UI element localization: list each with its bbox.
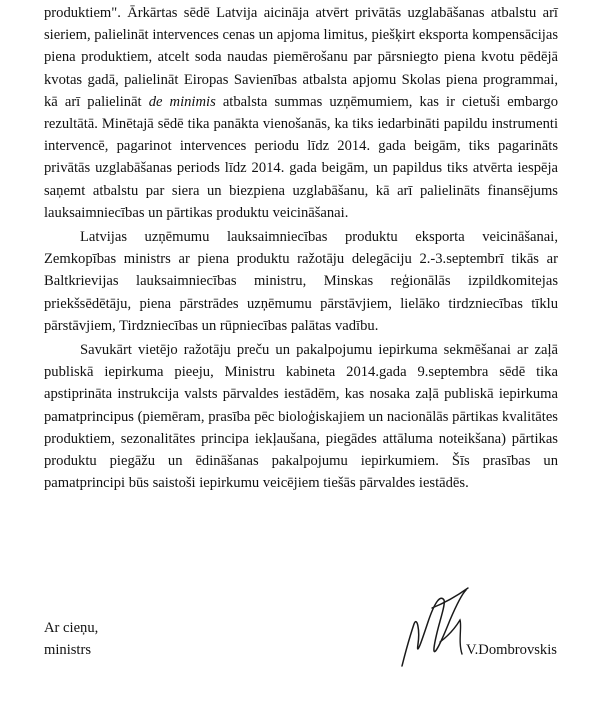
signer-name: V.Dombrovskis [466, 642, 557, 658]
paragraph-text: produktiem". Ārkārtas sēdē Latvija aicināja atvērt privātās uzglabāšanas atbalstu arī sieriem, palielināt intervences cenas un apjoma limitus, piešķirt eksporta kompensācijas piena produktiem, atcelt soda naudas piemērošanu par pārsniegto piena kvotu pēdējā kvotas gadā, palielināt Eiropas Savienības atbalsta apjomu Skolas piena programmai, kā arī palielināt [44, 5, 558, 110]
letter-body [44, 2, 558, 494]
paragraph-text: atbalsta summas uzņēmumiem, kas ir cietuši embargo rezultātā. Minētajā sēdē tika panākta vienošanās, ka tiks iedarbināti papildu instrumenti intervencē, pagarinot intervences periodu līdz 2014. gada beigām, tiks pagarināts privātās uzglabāšanas periods līdz 2014. gada beigām, un papildus tiks atvērta iespēja saņemt atbalstu par siera un biezpiena uzglabāšanu, kā arī palielināts finansējums lauksaimniecības un pārtikas produktu veicināšanai. [44, 93, 558, 221]
handwritten-signature [396, 570, 486, 680]
paragraph-embargo-measures [44, 2, 558, 224]
salutation: Ar cieņu, [44, 620, 99, 636]
signer-position: ministrs [44, 642, 92, 658]
emphasis-de-minimis: de minimis [148, 93, 216, 110]
closing-block [44, 617, 244, 661]
paragraph-green-procurement: Savukārt vietējo ražotāju preču un pakalpojumu iepirkuma sekmēšanai ar zaļā publiskā iepirkuma pieeju, Ministru kabineta 2014.gada 9.septembra sēdē tika apstiprināta instrukcija valsts pārvaldes iestādēm, kas nosaka zaļā publiskā iepirkuma pamatprincipus (piemēram, prasība pēc bioloģiskajiem un nacionālās pārtikas kvalitātes produktiem, sezonalitātes principa iekļaušana, piegādes attāluma noteikšana) pārtikas produktu piegāžu un ēdināšanas pakalpojumu iepirkumiem. Šīs prasības un pamatprincipi būs saistoši iepirkumu veicējiem tiešās pārvaldes iestādēs. [44, 342, 558, 492]
paragraph-export-promotion: Latvijas uzņēmumu lauksaimniecības produktu eksporta veicināšanai, Zemkopības ministrs ar piena produktu ražotāju delegāciju 2.-3.septembrī tikās ar Baltkrievijas lauksaimniecības ministru, Minskas reģionālās izpildkomitejas priekšsēdētāju, piena pārstrādes uzņēmumu pārstāvjiem, lielāko tirdzniecības tīklu pārstāvjiem, Tirdzniecības un rūpniecības palātas vadību. [44, 229, 558, 334]
